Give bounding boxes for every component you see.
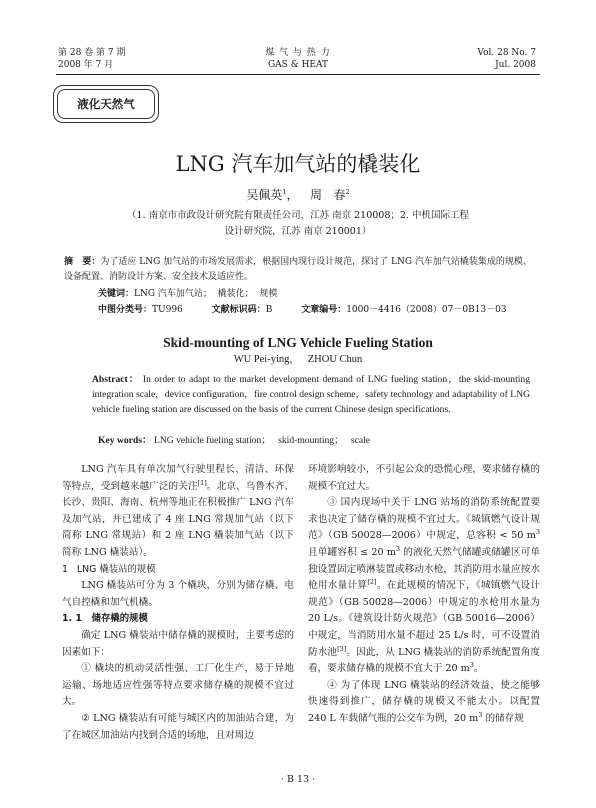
- abstract-en-text: In order to adapt to the market development demand of LNG fueling station，the skid-mounting integration scale，device configuration，fire control design scheme，safety technology and adaptability of LNG vehicle fueling station are discussed on the basis of the current Chinese design specifications.: [92, 374, 531, 415]
- list-item: [308, 678, 540, 728]
- doc-code-value: B: [265, 305, 273, 315]
- list-item: ② LNG 橇装站有可能与城区内的加油站合建，为了在城区加油站内找到合适的场地，且对周边: [62, 712, 294, 741]
- affiliation-line-1: （1. 南京市市政设计研究院有限责任公司，江苏 南京 210008；2. 中机国际工程: [127, 210, 469, 221]
- section-heading: 1 LNG 橇装站的规模: [62, 563, 156, 575]
- keywords-cn-text: LNG 汽车加气站； 橇装化； 规模: [134, 289, 278, 299]
- author-list: [0, 187, 596, 203]
- paragraph-text: 的液化天然气储罐或储罐区可单独设置固定喷淋装置或移动水枪，其消防用水量应按水枪用水量计算: [308, 546, 540, 592]
- keywords-en-label: Key words：: [98, 435, 152, 446]
- volume-issue-en: Vol. 28 No. 7: [477, 48, 536, 58]
- paragraph-text: 。: [473, 663, 484, 675]
- keywords-cn-label: 关键词：: [98, 289, 135, 299]
- author-2-affil-mark: 2: [345, 188, 350, 196]
- clc-value: TU996: [152, 305, 183, 315]
- issue-date-en: Jul. 2008: [495, 60, 536, 70]
- subsection-heading: 1. 1 储存橇的规模: [62, 613, 148, 625]
- list-item: ① 橇块的机动灵活性强、工厂化生产，易于异地运输、场地适应性强等特点要求储存橇的规模不宜过大。: [62, 663, 294, 708]
- abstract-cn-text: 为了适应 LNG 加气站的市场发展需求，根据国内现行设计规范，探讨了 LNG 汽车加气站橇装集成的规模、设备配置、消防设计方案、安全技术及适应性。: [64, 257, 532, 282]
- body-column-left: [62, 462, 294, 744]
- superscript: 3: [478, 710, 483, 719]
- citation-ref: [2]: [367, 577, 377, 586]
- issue-date: 2008 年 7 月: [58, 60, 114, 70]
- abstract-en: [92, 372, 530, 417]
- author-1: 吴佩英: [246, 188, 283, 202]
- affiliation-line-2: 设计研究院，江苏 南京 210001）: [224, 226, 372, 237]
- paper-title: LNG 汽车加气站的橇装化: [175, 152, 421, 176]
- superscript: 3: [395, 544, 401, 553]
- paragraph-text: 。北京、乌鲁木齐、长沙、贵阳、海南、杭州等地正在积极推广 LNG 汽车及加气站，并已建成了 4 座 LNG 常规加气站（以下简称 LNG 常规站）和 2 座 LNG 橇装加气站（以下简称 LNG 橇装站）。: [62, 480, 295, 558]
- journal-name-cn: 煤 气 与 热 力: [265, 48, 331, 58]
- keywords-cn: [98, 287, 277, 301]
- superscript: 3: [469, 660, 474, 669]
- paragraph: LNG 橇装站可分为 3 个橇块，分别为储存橇、电气自控橇和加气机橇。: [62, 580, 294, 608]
- author-2: 周 春: [310, 188, 346, 202]
- abstract-en-label: Abstract：: [92, 374, 140, 385]
- superscript: 3: [535, 528, 540, 537]
- journal-name-en: GAS & HEAT: [267, 60, 329, 70]
- page-number: · B 13 ·: [280, 774, 316, 785]
- paragraph: 确定 LNG 橇装站中储存橇的规模时，主要考虑的因素如下：: [62, 629, 294, 658]
- clc-label: 中图分类号：: [98, 305, 153, 315]
- header-divider: [56, 74, 540, 75]
- citation-ref: [1]: [197, 478, 207, 487]
- article-no-label: 文章编号：: [301, 305, 347, 315]
- journal-volume-info-en: [477, 47, 536, 71]
- author-1-affil-mark: 1: [282, 188, 287, 196]
- classification-line: [98, 303, 507, 317]
- body-column-right: [308, 462, 540, 728]
- paragraph-text: 的储存规: [482, 712, 524, 724]
- paragraph-text: 且单罐容积 ≤ 20 m: [308, 546, 396, 558]
- volume-issue: 第 28 卷 第 7 期: [58, 48, 126, 58]
- keywords-en-text: LNG vehicle fueling station； skid-mounting； scale: [153, 435, 371, 446]
- paragraph-text: 。在此规模的情况下，《城镇燃气设计规范》（GB 50028—2006）中规定的水枪用水量为 20 L/s。《建筑设计防火规范》（GB 50016—2006）中规定，当消防用水量不超过 25 L/s 时，可不设置消防水池: [308, 580, 541, 658]
- keywords-en: [98, 434, 370, 448]
- paragraph: [62, 462, 294, 562]
- english-authors: WU Pei-ying， ZHOU Chun: [233, 354, 363, 365]
- english-title: Skid-mounting of LNG Vehicle Fueling Station: [163, 335, 433, 350]
- list-item: [308, 495, 540, 678]
- author-separator: ，: [286, 188, 310, 202]
- section-badge-label: 液化天然气: [57, 89, 155, 119]
- paragraph: 环境影响较小，不引起公众的恐慌心理，要求储存橇的规模不宜过大。: [308, 464, 540, 492]
- section-badge: [53, 85, 159, 123]
- paragraph-text: LNG 汽车具有单次加气行驶里程长、清洁、环保等特点，受到越来越广泛的关注: [62, 464, 294, 492]
- doc-code-label: 文献标识码：: [211, 305, 266, 315]
- paragraph-text: 。因此，从 LNG 橇装站的消防系统配置角度看，要求储存橇的规模不宜大于 20 m: [308, 646, 541, 675]
- article-no-value: 1000－4416（2008）07－0B13－03: [346, 305, 507, 315]
- affiliations: [100, 208, 496, 240]
- paragraph-text: ④ 为了体现 LNG 橇装站的经济效益，使之能够快速得到推广，储存橇的规模又不能太小。以配置 240 L 车载储气瓶的公交车为例，20 m: [308, 679, 540, 724]
- citation-ref: [3]: [337, 644, 347, 653]
- abstract-cn-label: 摘 要：: [64, 257, 101, 267]
- abstract-cn: [64, 255, 534, 285]
- paragraph-text: ③ 国内现场中关于 LNG 站场的消防系统配置要求也决定了储存橇的规模不宜过大。《城镇燃气设计规范》（GB 50028—2006）中规定，总容积 < 50 m: [308, 497, 540, 542]
